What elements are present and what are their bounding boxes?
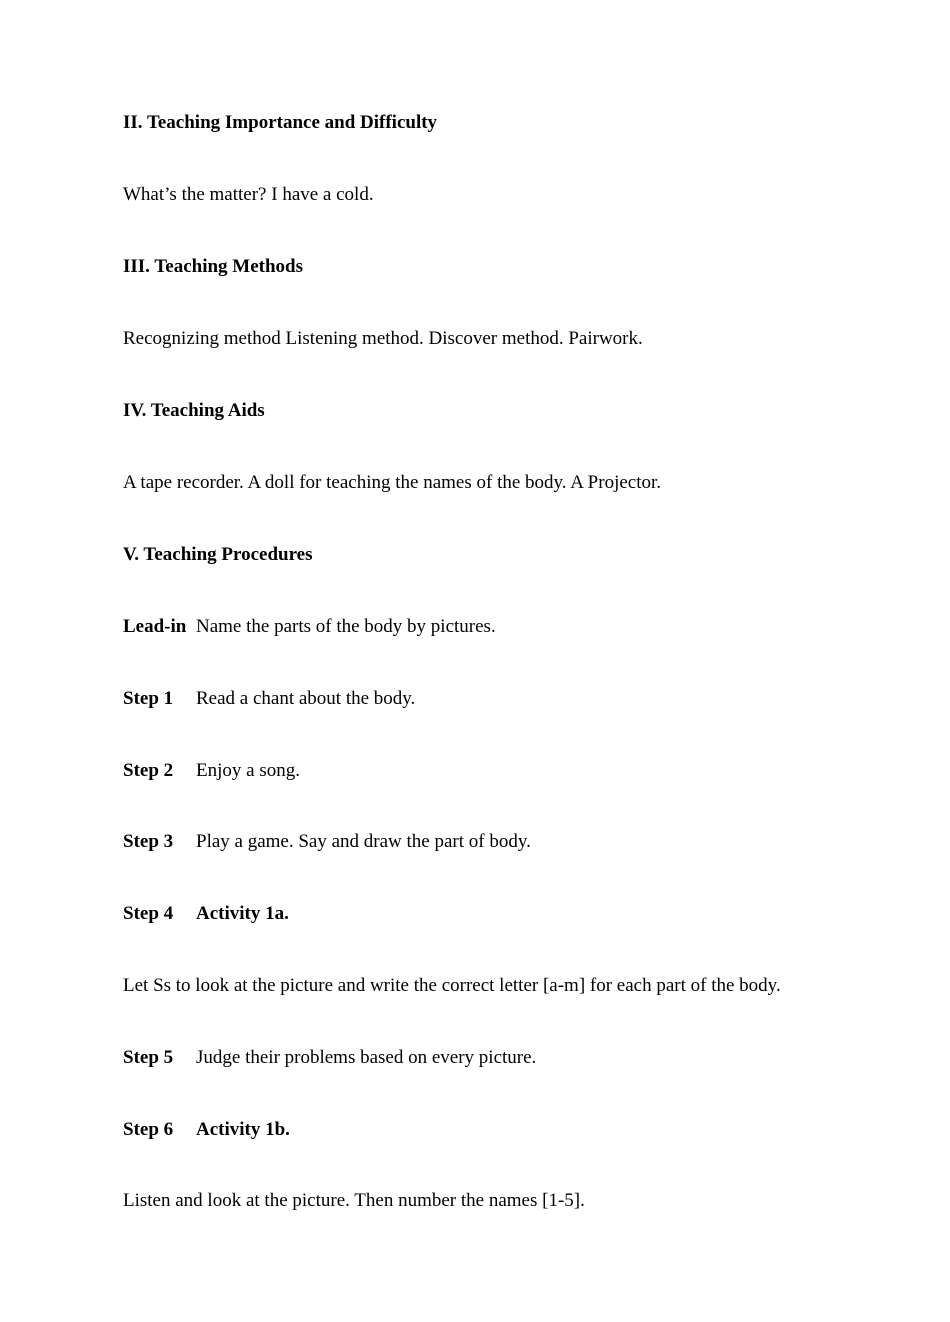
step-5-label: Step 5 — [123, 1047, 174, 1068]
procedure-step-2 — [123, 759, 300, 783]
section-heading-aids: IV. Teaching Aids — [123, 400, 265, 421]
step-2-text: Enjoy a song. — [196, 760, 300, 781]
procedure-step-3 — [123, 830, 531, 854]
step-3-label: Step 3 — [123, 831, 174, 852]
section-heading-methods: III. Teaching Methods — [123, 256, 304, 277]
section-body-aids: A tape recorder. A doll for teaching the names of the body. A Projector. — [123, 472, 662, 493]
step-6-detail: Listen and look at the picture. Then number the names [1-5]. — [123, 1190, 585, 1211]
step-3-text: Play a game. Say and draw the part of body. — [196, 831, 531, 852]
section-heading-importance: II. Teaching Importance and Difficulty — [123, 112, 438, 133]
procedure-step-1 — [123, 687, 415, 711]
step-1-label: Step 1 — [123, 688, 174, 709]
section-heading-procedures: V. Teaching Procedures — [123, 544, 313, 565]
step-4-detail: Let Ss to look at the picture and write the correct letter [a-m] for each part of the body. — [123, 975, 781, 996]
procedure-lead-in — [123, 615, 496, 639]
procedure-step-5 — [123, 1046, 536, 1070]
procedure-step-6 — [123, 1118, 290, 1142]
step-4-label: Step 4 — [123, 903, 174, 924]
step-5-text: Judge their problems based on every picture. — [196, 1047, 537, 1068]
step-6-text: Activity 1b. — [196, 1119, 290, 1140]
step-6-label: Step 6 — [123, 1119, 174, 1140]
lead-in-text: Name the parts of the body by pictures. — [196, 616, 496, 637]
procedure-step-4 — [123, 902, 289, 926]
step-2-label: Step 2 — [123, 760, 174, 781]
section-body-importance: What’s the matter? I have a cold. — [123, 184, 374, 205]
step-1-text: Read a chant about the body. — [196, 688, 416, 709]
lead-in-label: Lead-in — [123, 616, 187, 637]
step-4-text: Activity 1a. — [196, 903, 289, 924]
section-body-methods: Recognizing method Listening method. Discover method. Pairwork. — [123, 328, 643, 349]
